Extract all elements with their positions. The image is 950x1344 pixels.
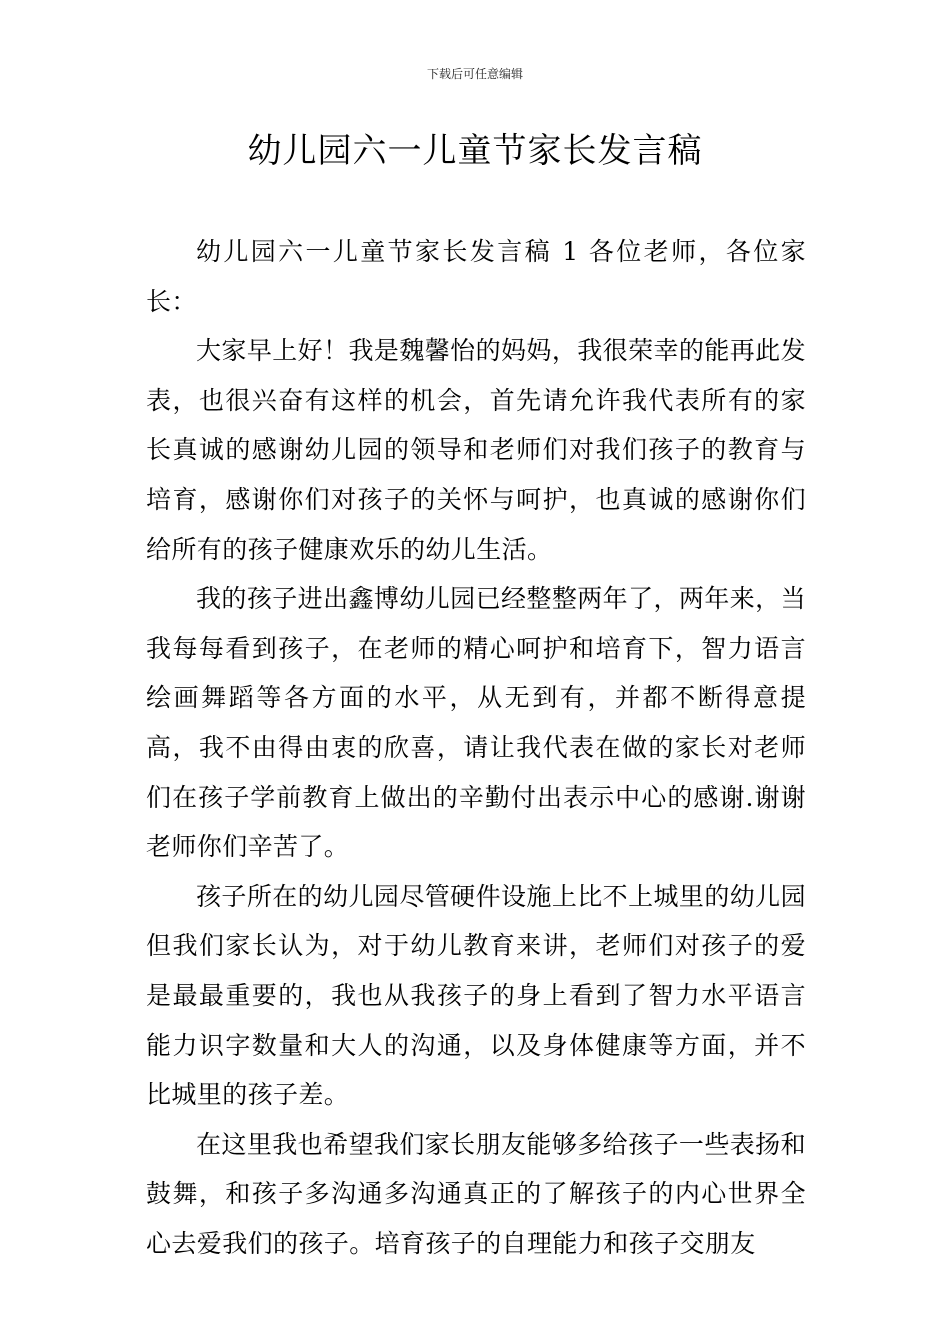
header-note: 下载后可任意编辑 — [426, 67, 523, 81]
document-title: 幼儿园六一儿童节家长发言稿 — [247, 131, 703, 171]
paragraph-1: 幼儿园六一儿童节家长发言稿 1 各位老师，各位家长： — [146, 237, 806, 316]
paragraph-2: 大家早上好！我是魏馨怡的妈妈，我很荣幸的能再此发表，也很兴奋有这样的机会，首先请允许我代表所有的家长真诚的感谢幼儿园的领导和老师们对我们孩子的教育与培育，感谢你们对孩子的关怀与呵护，也真诚的感谢你们给所有的孩子健康欢乐的幼儿生活。 — [146, 336, 806, 564]
paragraph-5: 在这里我也希望我们家长朋友能够多给孩子一些表扬和鼓舞，和孩子多沟通多沟通真正的了解孩子的内心世界全心去爱我们的孩子。培育孩子的自理能力和孩子交朋友 — [146, 1129, 806, 1258]
document-body — [146, 227, 806, 1268]
paragraph-4: 孩子所在的幼儿园尽管硬件设施上比不上城里的幼儿园但我们家长认为，对于幼儿教育来讲，老师们对孩子的爱是最最重要的，我也从我孩子的身上看到了智力水平语言能力识字数量和大人的沟通，以及身体健康等方面，并不比城里的孩子差。 — [146, 881, 806, 1110]
paragraph-3: 我的孩子进出鑫博幼儿园已经整整两年了，两年来，当我每每看到孩子，在老师的精心呵护和培育下，智力语言绘画舞蹈等各方面的水平，从无到有，并都不断得意提高，我不由得由衷的欣喜，请让我代表在做的家长对老师们在孩子学前教育上做出的辛勤付出表示中心的感谢.谢谢老师你们辛苦了。 — [146, 584, 806, 862]
